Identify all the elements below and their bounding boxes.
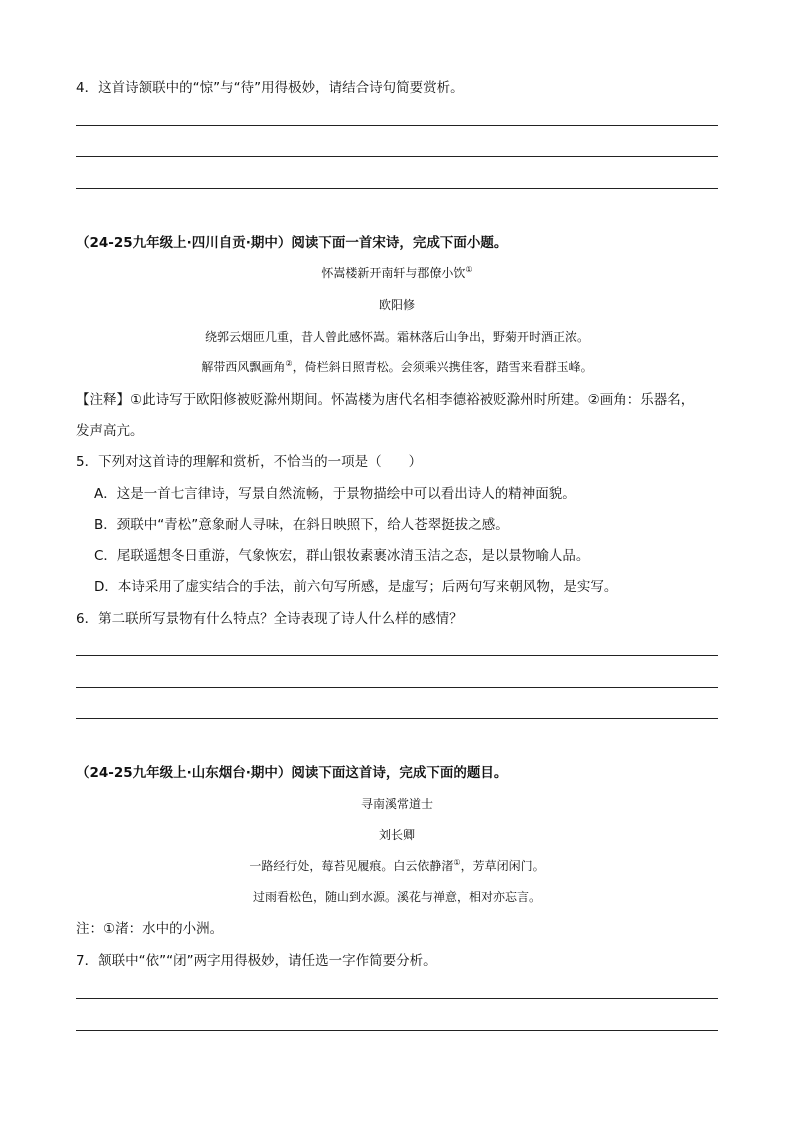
answer-line: [76, 125, 718, 126]
answer-line: [76, 156, 718, 157]
poem-author: 刘长卿: [378, 828, 415, 842]
option-c: C．尾联遥想冬日重游，气象恢宏，群山银妆素裹冰清玉洁之态，是以景物喻人品。: [94, 548, 590, 564]
poem-author: 欧阳修: [378, 298, 415, 312]
annotation: 【注释】①此诗写于欧阳修被贬滁州期间。怀嵩楼为唐代名相李德裕被贬滁州时所建。②画角：乐器名，: [76, 392, 695, 408]
poem-line-2: 解带西风飘画角②，倚栏斜日照青松。会须乘兴携佳客，踏雪来看群玉峰。: [201, 359, 593, 374]
poem-line-1: 绕郭云烟匝几重，昔人曾此感怀嵩。霜林落后山争出，野菊开时酒正浓。: [204, 330, 589, 344]
question-6: 6．第二联所写景物有什么特点？全诗表现了诗人什么样的感情？: [76, 611, 463, 627]
question-7: 7．颔联中“依”“闭”两字用得极妙，请任选一字作简要分析。: [76, 953, 437, 969]
answer-line: [76, 718, 718, 719]
poem-line-2: 过雨看松色，随山到水源。溪花与禅意，相对亦忘言。: [252, 890, 541, 904]
section-header: （24-25九年级上·山东烟台·期中）阅读下面这首诗，完成下面的题目。: [76, 765, 508, 781]
option-d: D．本诗采用了虚实结合的手法，前六句写所感，是虚写；后两句写来朝风物，是实写。: [94, 579, 618, 595]
annotation-continued: 发声高亢。: [76, 423, 144, 439]
option-a: A．这是一首七言律诗，写景自然流畅，于景物描绘中可以看出诗人的精神面貌。: [94, 486, 576, 502]
poem-title: 怀嵩楼新开南轩与郡僚小饮①: [321, 265, 473, 280]
answer-line: [76, 1030, 718, 1031]
annotation: 注：①渚：水中的小洲。: [76, 921, 224, 937]
poem-line-1: 一路经行处，莓苔见履痕。白云依静渚①，芳草闭闲门。: [249, 858, 545, 873]
answer-line: [76, 687, 718, 688]
poem-title: 寻南溪常道士: [360, 797, 433, 811]
answer-line: [76, 188, 718, 189]
answer-line: [76, 998, 718, 999]
section-header: （24-25九年级上·四川自贡·期中）阅读下面一首宋诗，完成下面小题。: [76, 235, 508, 251]
option-b: B．颈联中“青松”意象耐人寻味，在斜日映照下，给人苍翠挺拔之感。: [94, 517, 509, 533]
answer-line: [76, 655, 718, 656]
question-4: 4．这首诗颔联中的“惊”与“待”用得极妙，请结合诗句简要赏析。: [76, 80, 464, 96]
question-5: 5．下列对这首诗的理解和赏析，不恰当的一项是（ ）: [76, 454, 423, 470]
